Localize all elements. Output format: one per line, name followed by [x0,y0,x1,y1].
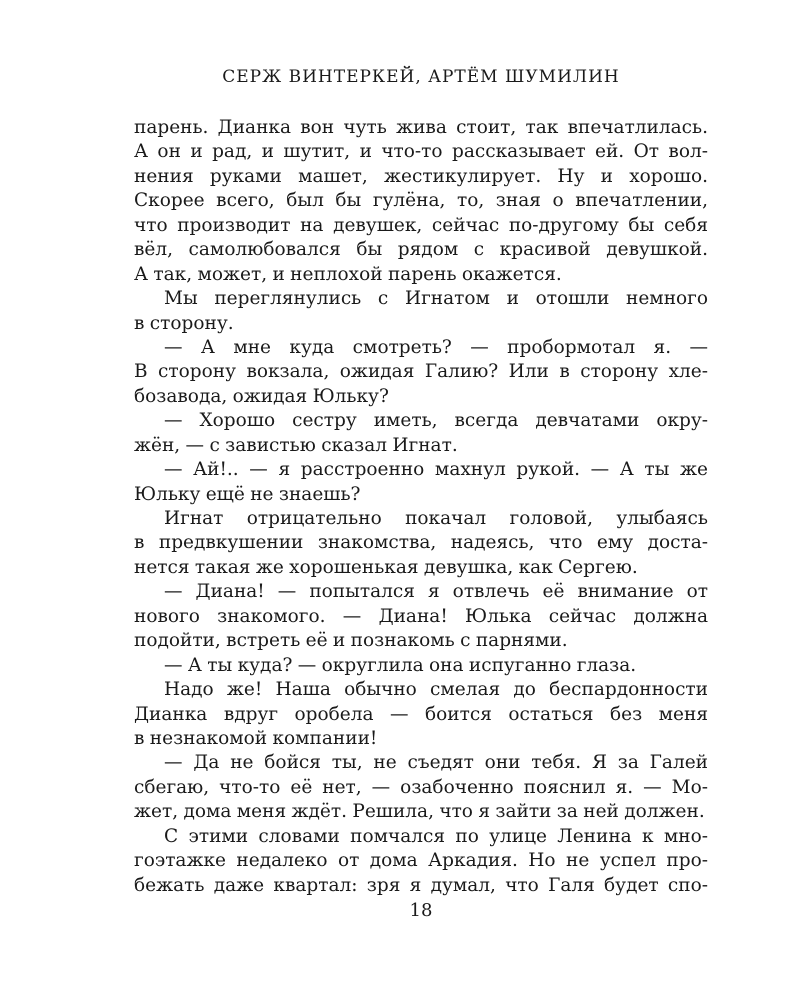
text-line: Скорее всего, был бы гулёна, то, зная о впечатлении, [134,190,708,212]
page-number: 18 [409,900,433,921]
text-line: жён, — с завистью сказал Игнат. [134,434,458,456]
text-line: Надо же! Наша обычно смелая до беспардонности [164,679,708,701]
text-line: — Диана! — попытался я отвлечь её внимание от [164,581,708,603]
running-header: СЕРЖ ВИНТЕРКЕЙ, АРТЁМ ШУМИЛИН [222,67,620,87]
book-page [134,62,708,962]
text-line: в сторону. [134,312,234,334]
text-line: — Хорошо сестру иметь, всегда девчатами окру- [164,410,708,432]
text-line: — А мне куда смотреть? — пробормотал я. — [164,336,708,358]
text-line: гоэтажке недалеко от дома Аркадия. Но не успел про- [134,850,708,872]
text-line: нового знакомого. — Диана! Юлька сейчас должна [134,605,708,627]
text-line: вёл, самолюбовался бы рядом с красивой девушкой. [134,239,708,261]
text-line: Игнат отрицательно покачал головой, улыбаясь [164,508,708,529]
text-line: нения руками машет, жестикулирует. Ну и хорошо. [134,165,708,187]
text-line: жет, дома меня ждёт. Решила, что я зайти за ней должен. [134,801,705,823]
text-line: А он и рад, и шутит, и что-то рассказывает ей. От вол- [134,141,708,163]
text-line: Юльку ещё не знаешь? [134,483,361,505]
text-line: что производит на девушек, сейчас по-другому бы себя [134,214,708,236]
text-line: сбегаю, что-то её нет, — озабоченно пояснил я. — Мо- [134,776,708,798]
text-line: в предвкушении знакомства, надеясь, что ему доста- [134,532,708,554]
text-line: Мы переглянулись с Игнатом и отошли немного [164,288,708,310]
text-line: В сторону вокзала, ожидая Галию? Или в сторону хле- [134,361,708,383]
text-line: А так, может, и неплохой парень окажется. [134,263,562,285]
text-line: — Да не бойся ты, не съедят они тебя. Я за Галей [164,752,708,774]
text-line: С этими словами помчался по улице Ленина к мно- [164,825,708,847]
text-line: парень. Дианка вон чуть жива стоит, так впечатлилась. [134,117,708,138]
text-line: в незнакомой компании! [134,727,378,749]
text-line: нется такая же хорошенькая девушка, как Сергею. [134,556,638,578]
page-body-text [134,116,708,898]
text-line: бежать даже квартал: зря я думал, что Галя будет спо- [134,874,708,896]
text-line: — Ай!.. — я расстроенно махнул рукой. — А ты же [164,459,708,481]
text-line: — А ты куда? — округлила она испуганно глаза. [164,654,637,676]
text-line: Дианка вдруг оробела — боится остаться без меня [134,703,708,725]
text-line: бозавода, ожидая Юльку? [134,385,389,407]
text-line: подойти, встреть её и познакомь с парнями. [134,630,568,652]
